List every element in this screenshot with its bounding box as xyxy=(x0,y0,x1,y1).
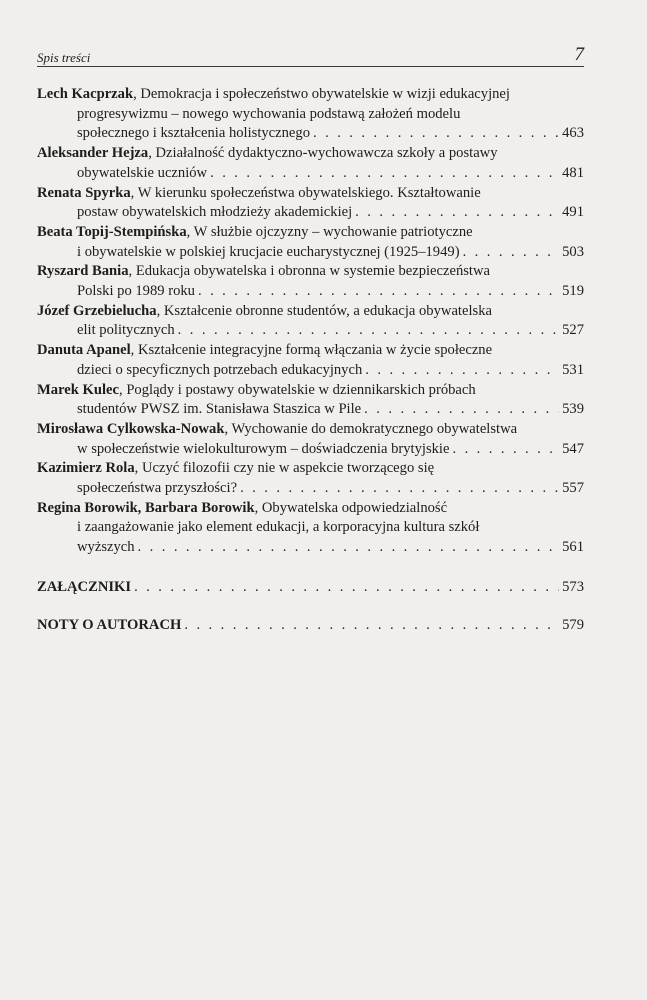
toc-entry[interactable] xyxy=(37,381,584,420)
toc-entry[interactable] xyxy=(37,262,584,301)
entry-title-line: progresywizmu – nowego wychowania podstawą założeń modelu xyxy=(77,105,461,122)
entry-author: Kazimierz Rola xyxy=(37,460,135,477)
entry-author: Ryszard Bania xyxy=(37,263,129,280)
entry-title-start: , Obywatelska odpowiedzialność xyxy=(254,499,448,516)
table-of-contents xyxy=(37,85,584,635)
entry-last-line xyxy=(37,361,584,381)
dot-leader xyxy=(463,243,560,263)
entry-title-start: , W kierunku społeczeństwa obywatelskiego. Kształtowanie xyxy=(130,184,481,201)
entry-title-end: wyższych xyxy=(77,539,135,556)
entry-last-line xyxy=(37,538,584,558)
entry-first-line xyxy=(37,381,584,401)
toc-section-author-notes[interactable] xyxy=(37,616,584,636)
dot-leader xyxy=(138,538,560,558)
section-title: ZAŁĄCZNIKI xyxy=(37,578,132,595)
toc-entry[interactable] xyxy=(37,144,584,183)
entry-first-line xyxy=(37,459,584,479)
entry-author: Aleksander Hejza xyxy=(37,145,149,162)
entry-page-number: 531 xyxy=(562,361,584,378)
entry-author: Regina Borowik, Barbara Borowik xyxy=(37,499,255,516)
entry-title-start: , Edukacja obywatelska i obronna w systemie bezpieczeństwa xyxy=(128,263,491,280)
entry-title-line: i zaangażowanie jako element edukacji, a korporacyjna kultura szkół xyxy=(77,519,480,536)
entry-page-number: 527 xyxy=(562,322,584,339)
entry-title-end: studentów PWSZ im. Stanisława Staszica w Pile xyxy=(77,401,362,418)
entry-page-number: 491 xyxy=(562,204,584,221)
entry-title-end: społecznego i kształcenia holistycznego xyxy=(77,125,311,142)
entry-first-line xyxy=(37,262,584,282)
entry-author: Mirosława Cylkowska-Nowak xyxy=(37,420,225,437)
entry-author: Lech Kacprzak xyxy=(37,86,134,102)
entry-title-end: dzieci o specyficznych potrzebach edukacyjnych xyxy=(77,361,363,378)
entry-last-line xyxy=(37,282,584,302)
entry-first-line xyxy=(37,499,584,519)
entry-last-line xyxy=(37,124,584,144)
entry-title-start: , Kształcenie integracyjne formą włączania w życie społeczne xyxy=(130,342,493,359)
entry-page-number: 463 xyxy=(562,125,584,142)
entry-first-line xyxy=(37,223,584,243)
entry-first-line xyxy=(37,341,584,361)
entry-page-number: 503 xyxy=(562,243,584,260)
entry-first-line xyxy=(37,85,584,105)
entry-first-line xyxy=(37,184,584,204)
dot-leader xyxy=(134,578,559,598)
entry-title-end: Polski po 1989 roku xyxy=(77,283,195,300)
entry-page-number: 539 xyxy=(562,401,584,418)
entry-title-start: , Demokracja i społeczeństwo obywatelskie w wizji edukacyjnej xyxy=(133,86,510,102)
toc-entries xyxy=(37,85,584,558)
entry-last-line xyxy=(37,203,584,223)
entry-page-number: 519 xyxy=(562,283,584,300)
toc-entry[interactable] xyxy=(37,499,584,558)
dot-leader xyxy=(313,124,559,144)
entry-page-number: 481 xyxy=(562,164,584,181)
page-number: 7 xyxy=(574,44,584,65)
entry-title-end: postaw obywatelskich młodzieży akademickiej xyxy=(77,204,353,221)
dot-leader xyxy=(365,361,559,381)
entry-last-line xyxy=(37,321,584,341)
entry-last-line xyxy=(37,243,584,263)
dot-leader xyxy=(364,400,559,420)
section-title: NOTY O AUTORACH xyxy=(37,616,182,633)
dot-leader xyxy=(355,203,559,223)
toc-entry[interactable] xyxy=(37,85,584,144)
running-header xyxy=(37,44,584,67)
entry-title-start: , Kształcenie obronne studentów, a edukacja obywatelska xyxy=(156,302,492,319)
header-title: Spis treści xyxy=(37,50,91,65)
toc-entry[interactable] xyxy=(37,302,584,341)
entry-title-start: , Poglądy i postawy obywatelskie w dziennikarskich próbach xyxy=(119,381,476,398)
dot-leader xyxy=(240,479,559,499)
dot-leader xyxy=(452,440,559,460)
entry-page-number: 557 xyxy=(562,480,584,497)
entry-last-line xyxy=(37,440,584,460)
entry-last-line xyxy=(37,164,584,184)
toc-section-appendices[interactable] xyxy=(37,578,584,598)
entry-title-start: , W służbie ojczyzny – wychowanie patriotyczne xyxy=(186,223,473,240)
entry-page-number: 561 xyxy=(562,539,584,556)
entry-title-end: w społeczeństwie wielokulturowym – doświadczenia brytyjskie xyxy=(77,440,450,457)
entry-author: Marek Kulec xyxy=(37,381,120,398)
dot-leader xyxy=(184,616,559,636)
entry-title-end: i obywatelskie w polskiej krucjacie eucharystycznej (1925–1949) xyxy=(77,243,460,260)
entry-title-end: społeczeństwa przyszłości? xyxy=(77,480,238,497)
entry-last-line xyxy=(37,479,584,499)
entry-author: Danuta Apanel xyxy=(37,342,131,359)
section-page: 579 xyxy=(562,616,584,633)
entry-first-line xyxy=(37,302,584,322)
toc-entry[interactable] xyxy=(37,184,584,223)
dot-leader xyxy=(198,282,559,302)
dot-leader xyxy=(178,321,559,341)
toc-entry[interactable] xyxy=(37,341,584,380)
entry-title-end: elit politycznych xyxy=(77,322,175,339)
section-page: 573 xyxy=(562,578,584,595)
dot-leader xyxy=(210,164,559,184)
entry-first-line xyxy=(37,144,584,164)
entry-author: Beata Topij-Stempińska xyxy=(37,223,187,240)
entry-title-start: , Wychowanie do demokratycznego obywatelstwa xyxy=(224,420,518,437)
entry-last-line xyxy=(37,400,584,420)
entry-title-start: , Uczyć filozofii czy nie w aspekcie tworzącego się xyxy=(134,460,435,477)
entry-title-start: , Działalność dydaktyczno-wychowawcza szkoły a postawy xyxy=(148,145,498,162)
toc-entry[interactable] xyxy=(37,420,584,459)
entry-author: Renata Spyrka xyxy=(37,184,131,201)
entry-page-number: 547 xyxy=(562,440,584,457)
entry-first-line xyxy=(37,420,584,440)
toc-entry[interactable] xyxy=(37,459,584,498)
toc-entry[interactable] xyxy=(37,223,584,262)
entry-title-end: obywatelskie uczniów xyxy=(77,164,208,181)
entry-author: Józef Grzebielucha xyxy=(37,302,157,319)
